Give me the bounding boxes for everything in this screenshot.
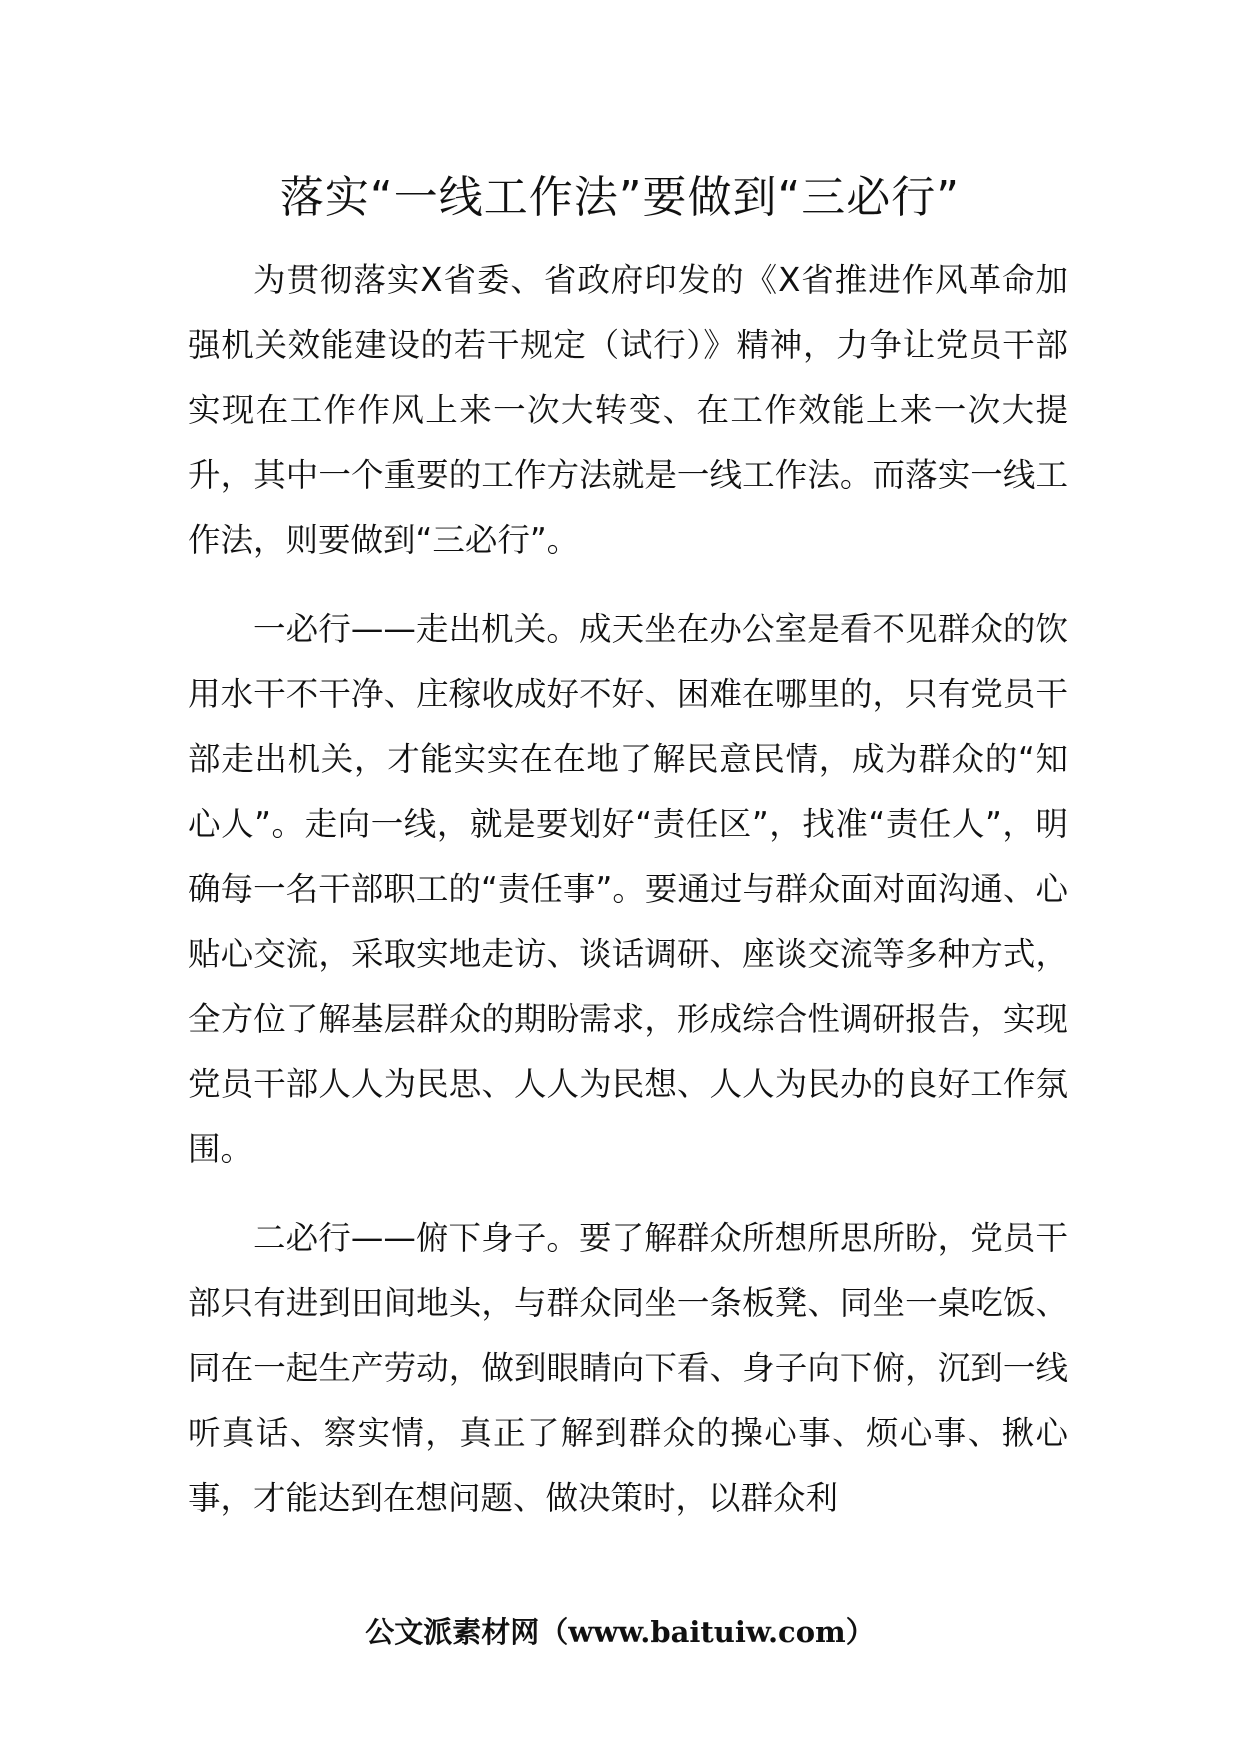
paragraph-first-principle: 一必行——走出机关。成天坐在办公室是看不见群众的饮用水干不干净、庄稼收成好不好、困难在哪里的，只有党员干部走出机关，才能实实在在地了解民意民情，成为群众的“知心人”。走向一线，就是要划好“责任区”，找准“责任人”，明确每一名干部职工的“责任事”。要通过与群众面对面沟通、心贴心交流，采取实地走访、谈话调研、座谈交流等多种方式，全方位了解基层群众的期盼需求，形成综合性调研报告，实现党员干部人人为民思、人人为民想、人人为民办的良好工作氛围。 [188,610,1068,1168]
document-title: 落实“一线工作法”要做到“三必行” [279,172,961,223]
paragraph-second-principle: 二必行——俯下身子。要了解群众所想所思所盼，党员干部只有进到田间地头，与群众同坐一条板凳、同坐一桌吃饭、同在一起生产劳动，做到眼睛向下看、身子向下俯，沉到一线听真话、察实情，真正了解到群众的操心事、烦心事、揪心事，才能达到在想问题、做决策时，以群众利 [188,1219,1068,1517]
document-body [188,248,1068,1555]
paragraph-intro: 为贯彻落实X省委、省政府印发的《X省推进作风革命加强机关效能建设的若干规定（试行）》精神，力争让党员干部实现在工作作风上来一次大转变、在工作效能上来一次大提升，其中一个重要的工作方法就是一线工作法。而落实一线工作法，则要做到“三必行”。 [188,261,1068,559]
footer-watermark: 公文派素材网（www.baituiw.com） [365,1615,875,1649]
